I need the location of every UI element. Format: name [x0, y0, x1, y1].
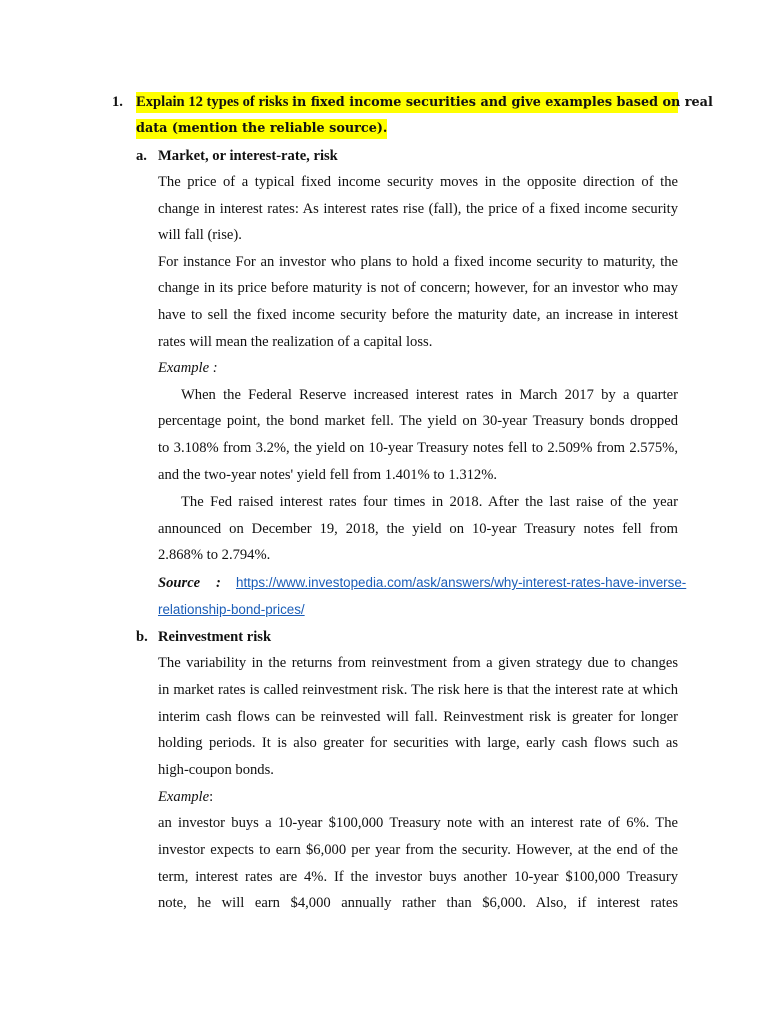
- section-b-example-line: term, interest rates are 4%. If the investor buys another 10-year $100,000 Treasury: [158, 869, 678, 885]
- section-a-para1-line: change in interest rates: As interest rates rise (fall), the price of a fixed income security: [158, 201, 678, 217]
- question-line-1b: in fixed income securities and give examples based on real: [292, 95, 713, 110]
- question-line-1: [136, 92, 713, 113]
- section-a-heading: Market, or interest-rate, risk: [158, 148, 338, 164]
- source-link-continued[interactable]: relationship-bond-prices/: [158, 602, 305, 617]
- section-a-example2-line: announced on December 19, 2018, the yield on 10-year Treasury notes fell from: [158, 521, 678, 537]
- question-line-2: data (mention the reliable source).: [136, 119, 387, 139]
- section-a-para1-line: The price of a typical fixed income security moves in the opposite direction of the: [158, 174, 678, 190]
- section-b-para1-line: in market rates is called reinvestment risk. The risk here is that the interest rate at which: [158, 682, 678, 698]
- section-a-para2-line: rates will mean the realization of a capital loss.: [158, 334, 433, 350]
- section-a-example1-line: When the Federal Reserve increased interest rates in March 2017 by a quarter: [181, 387, 678, 403]
- section-b-example-label-line: [158, 787, 213, 807]
- section-b-para1-line: The variability in the returns from reinvestment from a given strategy due to changes: [158, 655, 678, 671]
- section-b-example-line: note, he will earn $4,000 annually rather than $6,000. Also, if interest rates: [158, 895, 678, 911]
- section-b-marker: b.: [136, 629, 148, 645]
- section-a-example2-line: 2.868% to 2.794%.: [158, 547, 271, 563]
- section-a-example1-line: percentage point, the bond market fell. The yield on 30-year Treasury bonds dropped: [158, 413, 678, 429]
- section-b-para1-line: interim cash flows can be reinvested will fall. Reinvestment risk is greater for longer: [158, 709, 678, 725]
- section-b-example-label: Example: [158, 789, 210, 805]
- section-a-para2-line: For instance For an investor who plans to hold a fixed income security to maturity, the: [158, 254, 678, 270]
- section-a-example2-line: The Fed raised interest rates four times in 2018. After the last raise of the year: [181, 494, 678, 510]
- section-b-heading: Reinvestment risk: [158, 629, 272, 645]
- source-link[interactable]: https://www.investopedia.com/ask/answers/why-interest-rates-have-inverse-: [236, 575, 687, 590]
- section-a-example-label: Example :: [158, 360, 218, 376]
- section-a-example1-line: and the two-year notes' yield fell from 1.401% to 1.312%.: [158, 467, 498, 483]
- section-b-example-colon: :: [209, 789, 214, 805]
- section-a-para2-line: change in its price before maturity is not of concern; however, for an investor who may: [158, 280, 678, 296]
- question-line-1a: Explain 12 types of risks: [136, 94, 293, 110]
- section-a-para1-line: will fall (rise).: [158, 227, 242, 243]
- section-a-marker: a.: [136, 148, 147, 164]
- question-number: 1.: [112, 94, 123, 110]
- section-a-source-colon: :: [216, 575, 221, 591]
- section-b-para1-line: high-coupon bonds.: [158, 762, 274, 778]
- section-a-example1-line: to 3.108% from 3.2%, the yield on 10-year Treasury notes fell to 2.509% from 2.575%,: [158, 440, 678, 456]
- section-b-para1-line: holding periods. It is also greater for securities with large, early cash flows such as: [158, 735, 678, 751]
- section-b-example-line: investor expects to earn $6,000 per year from the security. However, at the end of the: [158, 842, 678, 858]
- section-b-example-line: an investor buys a 10-year $100,000 Treasury note with an interest rate of 6%. The: [158, 815, 678, 831]
- section-a-para2-line: have to sell the fixed income security before the maturity date, an increase in interest: [158, 307, 678, 323]
- section-a-source-label: Source: [158, 575, 201, 591]
